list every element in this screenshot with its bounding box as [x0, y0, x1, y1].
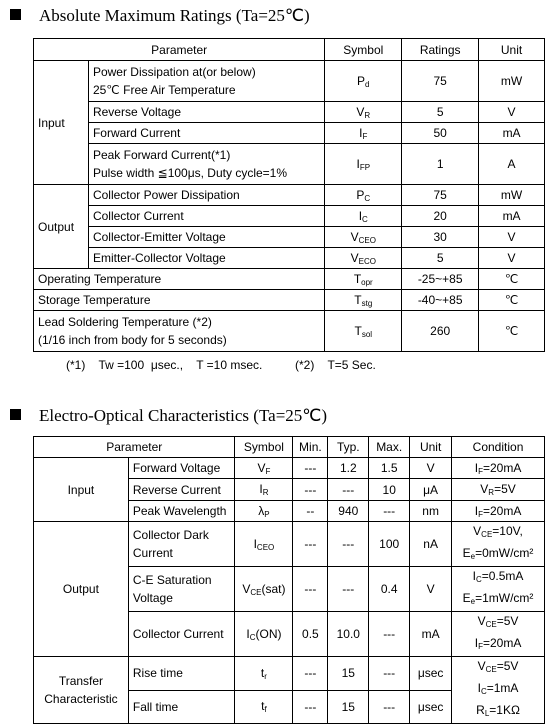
condition-cell: $I_F=20mA$ — [452, 458, 545, 479]
max-cell: 1.5 — [369, 458, 410, 479]
header-typ: Typ. — [328, 437, 369, 458]
table-row — [34, 206, 545, 227]
value-cell: 5 — [402, 248, 479, 269]
table-row — [34, 522, 545, 567]
param-cell: Operating Temperature — [34, 269, 325, 290]
bullet-icon — [10, 9, 21, 20]
value-cell: 50 — [402, 123, 479, 144]
header-ratings: Ratings — [402, 39, 479, 61]
unit-cell: μsec — [410, 657, 452, 691]
condition-cell: $I_F=20mA$ — [452, 501, 545, 522]
symbol-cell: $T_{stg}$ — [325, 290, 402, 311]
symbol-cell: $t_f$ — [235, 690, 293, 724]
value-cell: -40~+85 — [402, 290, 479, 311]
bullet-icon — [10, 409, 21, 420]
value-cell: 5 — [402, 102, 479, 123]
section2-heading — [10, 406, 327, 426]
condition-cell: $V_{CE}=5V$ $I_C=1mA$ $R_L=1K\Omega$ — [452, 657, 545, 724]
section2-title: Electro-Optical Characteristics (Ta=25℃) — [39, 406, 328, 425]
max-cell: --- — [369, 612, 410, 657]
group-transfer: Transfer Characteristic — [34, 657, 129, 724]
header-symbol: Symbol — [235, 437, 293, 458]
max-cell: --- — [369, 501, 410, 522]
param-cell: Collector Current — [88, 206, 324, 227]
param-cell: Collector Power Dissipation — [88, 185, 324, 206]
param-cell: Collector-Emitter Voltage — [88, 227, 324, 248]
symbol-cell: $T_{opr}$ — [325, 269, 402, 290]
min-cell: --- — [293, 522, 328, 567]
symbol-cell: $V_{ECO}$ — [325, 248, 402, 269]
typ-cell: 15 — [328, 690, 369, 724]
symbol-cell: $I_{FP}$ — [325, 144, 402, 185]
table-row — [34, 144, 545, 185]
table-row — [34, 458, 545, 479]
param-cell: Collector Dark Current — [128, 522, 235, 567]
electro-optical-table — [33, 436, 545, 724]
unit-cell: V — [479, 248, 545, 269]
section1-title: Absolute Maximum Ratings (Ta=25℃) — [39, 6, 310, 25]
symbol-cell: $V_{CE}(sat)$ — [235, 567, 293, 612]
unit-cell: ℃ — [479, 290, 545, 311]
header-row — [34, 39, 545, 61]
param-cell: Forward Current — [88, 123, 324, 144]
group-output: Output — [34, 185, 89, 269]
unit-cell: V — [410, 567, 452, 612]
unit-cell: nm — [410, 501, 452, 522]
unit-cell: V — [410, 458, 452, 479]
min-cell: -- — [293, 501, 328, 522]
header-condition: Condition — [452, 437, 545, 458]
section1-heading — [10, 6, 310, 26]
param-cell: Emitter-Collector Voltage — [88, 248, 324, 269]
table-row — [34, 311, 545, 352]
condition-cell: $V_{CE}=5V$ $I_F=20mA$ — [452, 612, 545, 657]
typ-cell: 1.2 — [328, 458, 369, 479]
unit-cell: V — [479, 227, 545, 248]
symbol-cell: $V_{CEO}$ — [325, 227, 402, 248]
param-cell: Storage Temperature — [34, 290, 325, 311]
param-cell: Peak Wavelength — [128, 501, 235, 522]
unit-cell: mW — [479, 185, 545, 206]
unit-cell: μsec — [410, 690, 452, 724]
header-parameter: Parameter — [34, 437, 235, 458]
max-cell: 10 — [369, 479, 410, 501]
param-cell: Power Dissipation at(or below) 25℃ Free Air Temperature — [88, 61, 324, 102]
table-row — [34, 248, 545, 269]
param-cell: Collector Current — [128, 612, 235, 657]
symbol-cell: $I_F$ — [325, 123, 402, 144]
table-row — [34, 227, 545, 248]
condition-cell: $V_R=5V$ — [452, 479, 545, 501]
symbol-cell: $I_C$ — [325, 206, 402, 227]
min-cell: --- — [293, 690, 328, 724]
header-parameter: Parameter — [34, 39, 325, 61]
param-cell: Peak Forward Current(*1) Pulse width ≦100μs, Duty cycle=1% — [88, 144, 324, 185]
condition-cell: $I_C=0.5mA$ $E_e=1mW$/cm² — [452, 567, 545, 612]
typ-cell: --- — [328, 522, 369, 567]
min-cell: --- — [293, 458, 328, 479]
min-cell: --- — [293, 657, 328, 691]
unit-cell: mA — [479, 206, 545, 227]
value-cell: 30 — [402, 227, 479, 248]
symbol-cell: $T_{sol}$ — [325, 311, 402, 352]
symbol-cell: $V_F$ — [235, 458, 293, 479]
value-cell: 1 — [402, 144, 479, 185]
typ-cell: --- — [328, 567, 369, 612]
symbol-cell: $\lambda_P$ — [235, 501, 293, 522]
unit-cell: mW — [479, 61, 545, 102]
param-cell: Forward Voltage — [128, 458, 235, 479]
table-row — [34, 61, 545, 102]
absolute-max-ratings-table — [33, 38, 545, 352]
table-row — [34, 269, 545, 290]
group-output: Output — [34, 522, 129, 657]
group-input: Input — [34, 61, 89, 185]
symbol-cell: $t_r$ — [235, 657, 293, 691]
header-unit: Unit — [479, 39, 545, 61]
param-cell: Rise time — [128, 657, 235, 691]
header-min: Min. — [293, 437, 328, 458]
unit-cell: ℃ — [479, 269, 545, 290]
param-cell: Lead Soldering Temperature (*2) (1/16 inch from body for 5 seconds) — [34, 311, 325, 352]
symbol-cell: $P_C$ — [325, 185, 402, 206]
typ-cell: 10.0 — [328, 612, 369, 657]
header-max: Max. — [369, 437, 410, 458]
unit-cell: nA — [410, 522, 452, 567]
value-cell: -25~+85 — [402, 269, 479, 290]
unit-cell: A — [479, 144, 545, 185]
symbol-cell: $I_C(ON)$ — [235, 612, 293, 657]
param-cell: Fall time — [128, 690, 235, 724]
min-cell: 0.5 — [293, 612, 328, 657]
param-cell: Reverse Voltage — [88, 102, 324, 123]
symbol-cell: $I_{CEO}$ — [235, 522, 293, 567]
table-row — [34, 185, 545, 206]
max-cell: 100 — [369, 522, 410, 567]
symbol-cell: $P_d$ — [325, 61, 402, 102]
value-cell: 75 — [402, 185, 479, 206]
min-cell: --- — [293, 479, 328, 501]
min-cell: --- — [293, 567, 328, 612]
symbol-cell: $V_R$ — [325, 102, 402, 123]
table-row — [34, 290, 545, 311]
value-cell: 260 — [402, 311, 479, 352]
unit-cell: mA — [410, 612, 452, 657]
value-cell: 20 — [402, 206, 479, 227]
unit-cell: μA — [410, 479, 452, 501]
table-row — [34, 123, 545, 144]
max-cell: 0.4 — [369, 567, 410, 612]
footnote-2: (*2) T=5 Sec. — [295, 358, 376, 372]
max-cell: --- — [369, 690, 410, 724]
param-cell: C-E Saturation Voltage — [128, 567, 235, 612]
max-cell: --- — [369, 657, 410, 691]
condition-cell: $V_{CE}=10V$, $E_e=0mW$/cm² — [452, 522, 545, 567]
value-cell: 75 — [402, 61, 479, 102]
group-input: Input — [34, 458, 129, 522]
table-row — [34, 102, 545, 123]
table-row — [34, 657, 545, 691]
typ-cell: 940 — [328, 501, 369, 522]
header-row — [34, 437, 545, 458]
unit-cell: ℃ — [479, 311, 545, 352]
symbol-cell: $I_R$ — [235, 479, 293, 501]
header-symbol: Symbol — [325, 39, 402, 61]
unit-cell: V — [479, 102, 545, 123]
param-cell: Reverse Current — [128, 479, 235, 501]
typ-cell: --- — [328, 479, 369, 501]
header-unit: Unit — [410, 437, 452, 458]
unit-cell: mA — [479, 123, 545, 144]
footnote-1: (*1) Tw =100 μsec., T =10 msec. — [66, 358, 263, 372]
typ-cell: 15 — [328, 657, 369, 691]
